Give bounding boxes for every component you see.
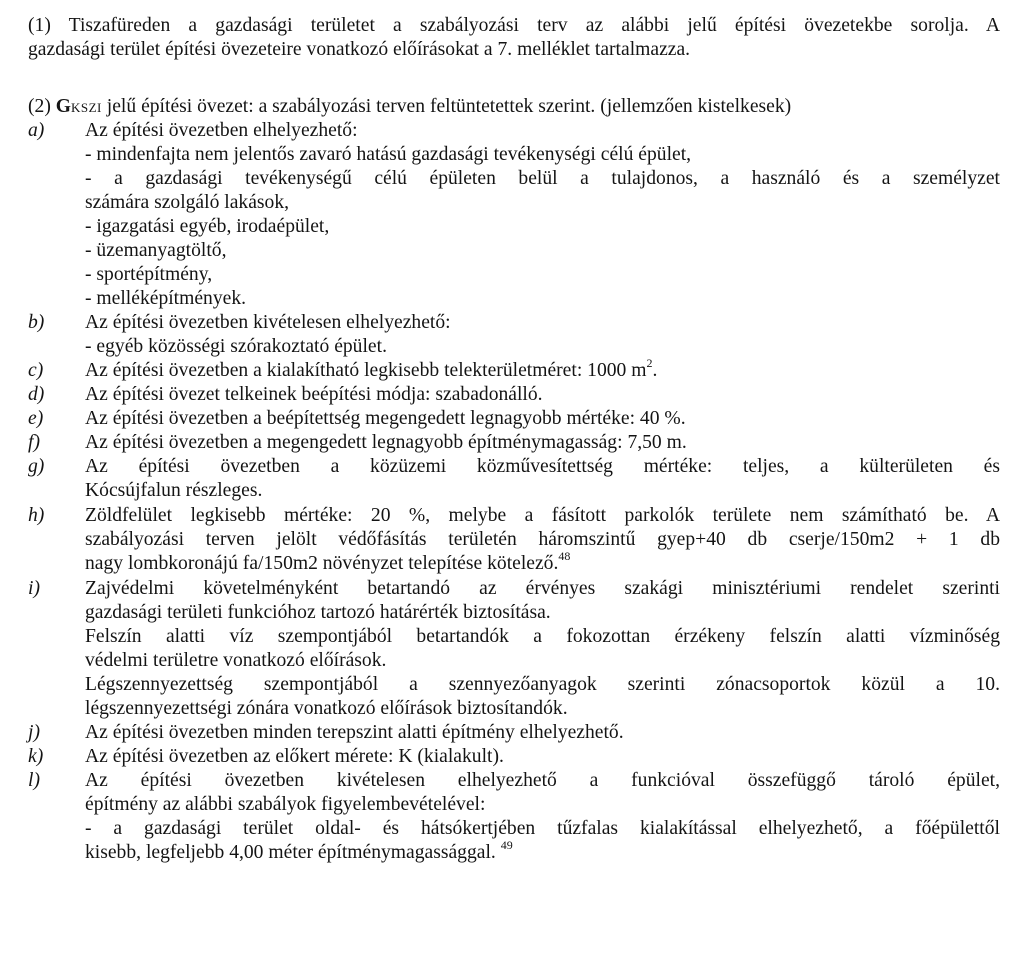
- item-a-title: Az építési övezetben elhelyezhető:: [85, 120, 358, 141]
- item-c-text: [85, 356, 658, 383]
- item-g-line-1: Az építési övezetben a közüzemi közművesítettség mértéke: teljes, a külterületen és: [85, 456, 1000, 477]
- item-d-label: d): [28, 384, 45, 405]
- item-h-line-3-text: nagy lombkoronájú fa/150m2 növényzet telepítése kötelező.: [85, 553, 559, 574]
- item-a-bullet-1: - mindenfajta nem jelentős zavaró hatású gazdasági tevékenységi célú épület,: [85, 144, 692, 165]
- section-2-heading: [28, 95, 791, 120]
- squared-superscript: 2: [646, 356, 653, 370]
- item-c-body: Az építési övezetben a kialakítható legkisebb telekterületméret: 1000 m: [85, 360, 647, 381]
- item-l-line-1: Az építési övezetben kivételesen elhelyezhető a funkcióval összefüggő tároló épület,: [85, 770, 1000, 791]
- item-a-bullet-2: - a gazdasági tevékenységű célú épületen belül a tulajdonos, a használó és a személyzet: [85, 168, 1000, 189]
- item-i-line-2: gazdasági területi funkcióhoz tartozó határérték biztosítása.: [85, 602, 551, 623]
- section-2-heading-text: jelű építési övezet: a szabályozási terven feltüntetettek szerint. (jellemzően kistelkesek): [101, 96, 792, 117]
- section-1-line-1: (1) Tiszafüreden a gazdasági területet a szabályozási terv az alábbi jelű építési övezetekbe sorolja. A: [28, 15, 1000, 36]
- item-e-label: e): [28, 408, 44, 429]
- item-b-bullet-1: - egyéb közösségi szórakoztató épület.: [85, 336, 387, 357]
- item-l-line-2: építmény az alábbi szabályok figyelembevételével:: [85, 794, 486, 815]
- item-h-line-2: szabályozási terven jelölt védőfásítás területén háromszintű gyep+40 db cserje/150m2 + 1 db: [85, 529, 1000, 550]
- section-2-number: (2): [28, 96, 56, 117]
- item-g-label: g): [28, 456, 45, 477]
- item-k-label: k): [28, 746, 44, 767]
- item-k-text: Az építési övezetben az előkert mérete: K (kialakult).: [85, 746, 504, 767]
- item-h-label: h): [28, 505, 45, 526]
- zone-code: [56, 96, 102, 117]
- item-a-bullet-6: - melléképítmények.: [85, 288, 247, 309]
- item-a-bullet-4: - üzemanyagtöltő,: [85, 240, 227, 261]
- item-c-label: c): [28, 360, 44, 381]
- item-i-line-5: Légszennyezettség szempontjából a szennyezőanyagok szerinti zónacsoportok közül a 10.: [85, 674, 1000, 695]
- item-g-line-2: Kócsújfalun részleges.: [85, 480, 263, 501]
- item-j-text: Az építési övezetben minden terepszint alatti építmény elhelyezhető.: [85, 722, 624, 743]
- item-l-line-4: [85, 838, 513, 865]
- item-b-title: Az építési övezetben kivételesen elhelyezhető:: [85, 312, 451, 333]
- item-j-label: j): [28, 722, 40, 743]
- zone-code-main: G: [55, 96, 71, 117]
- footnote-48: 48: [558, 549, 571, 563]
- item-h-line-1: Zöldfelület legkisebb mértéke: 20 %, melybe a fásított parkolók területe nem számítható be. A: [85, 505, 1000, 526]
- item-i-line-6: légszennyezettségi zónára vonatkozó előírások biztosítandók.: [85, 698, 568, 719]
- item-b-label: b): [28, 312, 45, 333]
- item-a-bullet-3: - igazgatási egyéb, irodaépület,: [85, 216, 330, 237]
- item-i-line-1: Zajvédelmi követelményként betartandó az érvényes szakági minisztériumi rendelet szerinti: [85, 578, 1000, 599]
- item-f-text: Az építési övezetben a megengedett legnagyobb építménymagasság: 7,50 m.: [85, 432, 687, 453]
- item-h-line-3: [85, 549, 571, 576]
- footnote-49: 49: [500, 838, 513, 852]
- item-c-tail: .: [652, 360, 658, 381]
- item-a-bullet-2-cont: számára szolgáló lakások,: [85, 192, 290, 213]
- item-d-text: Az építési övezet telkeinek beépítési módja: szabadonálló.: [85, 384, 543, 405]
- item-a-bullet-5: - sportépítmény,: [85, 264, 213, 285]
- item-l-line-3: - a gazdasági terület oldal- és hátsókertjében tűzfalas kialakítással elhelyezhető, a főépülettől: [85, 818, 1000, 839]
- item-a-label: a): [28, 120, 45, 141]
- item-e-text: Az építési övezetben a beépítettség megengedett legnagyobb mértéke: 40 %.: [85, 408, 686, 429]
- item-i-label: i): [28, 578, 40, 599]
- item-l-label: l): [28, 770, 40, 791]
- item-i-line-3: Felszín alatti víz szempontjából betartandók a fokozottan érzékeny felszín alatti vízminőség: [85, 626, 1000, 647]
- section-1-line-2: gazdasági terület építési övezeteire vonatkozó előírásokat a 7. melléklet tartalmazza.: [28, 39, 691, 60]
- item-i-line-4: védelmi területre vonatkozó előírások.: [85, 650, 387, 671]
- item-f-label: f): [28, 432, 40, 453]
- item-l-line-4-text: kisebb, legfeljebb 4,00 méter építménymagassággal.: [85, 842, 496, 863]
- zone-code-sub: KSZI: [71, 100, 102, 115]
